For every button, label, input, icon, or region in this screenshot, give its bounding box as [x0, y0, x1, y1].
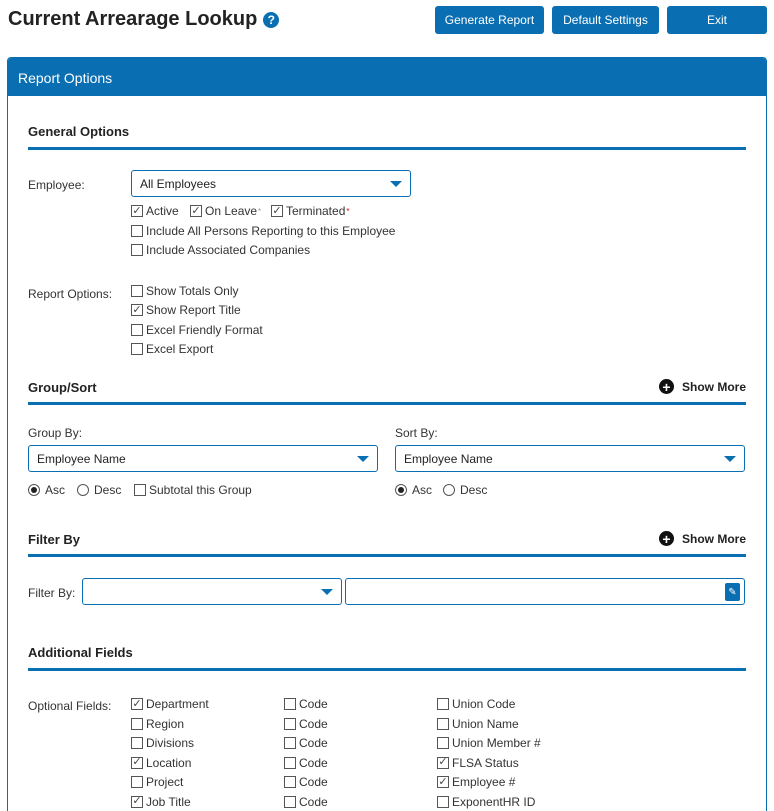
checkbox-checked[interactable]: ✓ — [132, 756, 142, 768]
checkbox-label: Department — [146, 697, 209, 711]
checkbox-label: Excel Export — [146, 341, 214, 356]
edit-document-icon[interactable]: ✎ — [725, 583, 740, 601]
checkbox-label: Union Name — [452, 716, 519, 731]
section-divider — [28, 402, 746, 405]
checkbox-label: Code — [299, 716, 328, 731]
checkbox-box[interactable] — [131, 244, 143, 256]
group-by-select[interactable] — [28, 445, 378, 472]
checkbox-box[interactable] — [437, 737, 449, 749]
optional-field-checkbox[interactable] — [131, 697, 209, 711]
report-option-checkbox[interactable] — [131, 342, 213, 356]
optional-field-checkbox[interactable] — [437, 795, 535, 809]
chevron-down-icon — [357, 456, 369, 462]
checkbox-checked[interactable]: ✓ — [132, 303, 142, 316]
optional-field-checkbox[interactable] — [437, 736, 541, 750]
checkbox-box[interactable] — [437, 698, 449, 710]
checkbox-label: Excel Friendly Format — [146, 322, 263, 337]
optional-field-checkbox[interactable] — [284, 756, 328, 770]
group-by-value: Employee Name — [37, 452, 126, 466]
optional-field-checkbox[interactable] — [284, 697, 328, 711]
chevron-down-icon — [724, 456, 736, 462]
status-checkbox-active[interactable] — [131, 204, 179, 218]
optional-field-checkbox[interactable] — [284, 736, 328, 750]
radio-label: Desc — [94, 483, 122, 497]
checkbox-checked[interactable]: ✓ — [438, 775, 448, 788]
checkbox-label: Active — [146, 204, 179, 218]
additional-fields-title: Additional Fields — [28, 645, 133, 660]
checkbox-label: On Leave — [205, 204, 258, 218]
checkbox-box[interactable] — [284, 757, 296, 769]
generate-report-button[interactable]: Generate Report — [435, 6, 544, 34]
radio-button[interactable] — [395, 484, 407, 496]
filter-value-input[interactable] — [345, 578, 745, 605]
checkbox-label: Include All Persons Reporting to this Employee — [146, 224, 396, 238]
checkbox-label: Employee # — [452, 775, 516, 789]
show-more-label: Show More — [681, 379, 746, 394]
report-option-checkbox[interactable] — [131, 323, 263, 337]
page-title — [8, 8, 279, 31]
report-option-checkbox[interactable] — [131, 284, 239, 298]
sort-by-select[interactable] — [395, 445, 745, 472]
section-divider — [28, 668, 746, 671]
checkbox-label: Location — [146, 755, 192, 770]
checkbox-label: ExponentHR ID — [452, 794, 536, 809]
help-icon[interactable]: ? — [263, 12, 279, 28]
filter-by-label: Filter By: — [28, 586, 76, 600]
optional-fields-label: Optional Fields: — [28, 699, 112, 713]
report-options-label: Report Options: — [28, 287, 113, 301]
checkbox-label: FLSA Status — [452, 755, 519, 770]
report-option-checkbox[interactable] — [131, 303, 241, 317]
required-asterisk: * — [258, 206, 262, 216]
checkbox-checked[interactable]: ✓ — [132, 204, 142, 217]
checkbox-box[interactable] — [437, 718, 449, 730]
checkbox-box[interactable] — [131, 737, 143, 749]
checkbox-box[interactable] — [284, 718, 296, 730]
include-companies-checkbox[interactable] — [131, 243, 310, 257]
sort-by-value: Employee Name — [404, 452, 493, 466]
checkbox-box[interactable] — [131, 343, 143, 355]
checkbox-checked[interactable]: ✓ — [438, 756, 448, 768]
checkbox-box[interactable] — [131, 718, 143, 730]
section-divider — [28, 147, 746, 150]
chevron-down-icon — [321, 589, 333, 595]
optional-field-checkbox[interactable] — [131, 736, 194, 750]
checkbox-box[interactable] — [284, 737, 296, 749]
checkbox-box[interactable] — [131, 285, 143, 297]
radio-button[interactable] — [28, 484, 40, 496]
checkbox-label: Code — [299, 697, 328, 711]
radio-label: Desc — [460, 483, 488, 497]
optional-field-checkbox[interactable] — [437, 756, 519, 770]
optional-field-checkbox[interactable] — [284, 795, 328, 809]
plus-circle-icon: + — [659, 379, 674, 394]
show-more-label: Show More — [681, 531, 746, 546]
checkbox-label: Subtotal this Group — [149, 483, 252, 497]
optional-field-checkbox[interactable] — [437, 775, 515, 789]
report-options-panel — [7, 57, 767, 811]
employee-select[interactable] — [131, 170, 411, 197]
optional-field-checkbox[interactable] — [437, 717, 519, 731]
checkbox-label: Project — [146, 775, 184, 789]
filter-by-title: Filter By — [28, 532, 81, 547]
chevron-down-icon — [390, 181, 402, 187]
checkbox-label: Terminated — [286, 204, 346, 218]
radio-button[interactable] — [77, 484, 89, 496]
checkbox-label: Code — [299, 775, 328, 789]
checkbox-box[interactable] — [131, 225, 143, 237]
checkbox-checked[interactable]: ✓ — [132, 697, 142, 710]
checkbox-label: Divisions — [146, 736, 195, 750]
checkbox-label: Code — [299, 736, 328, 750]
general-options-title: General Options — [28, 124, 130, 139]
status-checkbox-on-leave[interactable] — [190, 204, 261, 218]
required-asterisk: * — [346, 206, 350, 216]
optional-field-checkbox[interactable] — [131, 756, 191, 770]
include-reporting-checkbox[interactable] — [131, 224, 395, 238]
checkbox-checked[interactable]: ✓ — [191, 204, 201, 217]
checkbox-label: Region — [146, 716, 185, 731]
optional-field-checkbox[interactable] — [284, 775, 328, 789]
checkbox-label: Include Associated Companies — [146, 243, 311, 257]
checkbox-checked[interactable]: ✓ — [272, 204, 282, 217]
checkbox-box[interactable] — [131, 776, 143, 788]
checkbox-label: Union Member # — [452, 736, 541, 750]
employee-select-value: All Employees — [140, 177, 217, 191]
plus-circle-icon: + — [659, 531, 674, 546]
panel-header: Report Options — [8, 58, 766, 96]
default-settings-button[interactable]: Default Settings — [552, 6, 659, 34]
optional-field-checkbox[interactable] — [437, 697, 515, 711]
group-by-label: Group By: — [28, 426, 83, 440]
group-sort-show-more[interactable] — [659, 379, 746, 394]
optional-field-checkbox[interactable] — [131, 717, 184, 731]
sort-desc-radio[interactable] — [443, 483, 487, 497]
checkbox-box[interactable] — [437, 796, 449, 808]
filter-show-more[interactable] — [659, 531, 746, 546]
page-title-text: Current Arrearage Lookup — [8, 8, 258, 30]
checkbox-checked[interactable]: ✓ — [132, 795, 142, 807]
checkbox-label: Job Title — [146, 794, 191, 809]
optional-field-checkbox[interactable] — [131, 775, 183, 789]
checkbox-label: Show Totals Only — [146, 284, 239, 298]
exit-button[interactable]: Exit — [667, 6, 767, 34]
checkbox-box[interactable] — [134, 484, 146, 496]
checkbox-label: Code — [299, 755, 328, 770]
employee-label: Employee: — [28, 178, 85, 192]
radio-label: Asc — [412, 483, 433, 497]
radio-label: Asc — [45, 483, 66, 497]
sort-by-label: Sort By: — [395, 426, 438, 440]
optional-field-checkbox[interactable] — [131, 795, 191, 809]
checkbox-box[interactable] — [284, 698, 296, 710]
optional-field-checkbox[interactable] — [284, 717, 328, 731]
checkbox-box[interactable] — [131, 324, 143, 336]
group-desc-radio[interactable] — [77, 483, 121, 497]
radio-button[interactable] — [443, 484, 455, 496]
checkbox-box[interactable] — [284, 796, 296, 808]
sort-asc-radio[interactable] — [395, 483, 432, 497]
checkbox-label: Code — [299, 794, 328, 809]
checkbox-label: Show Report Title — [146, 303, 241, 318]
group-sort-title: Group/Sort — [28, 380, 97, 395]
filter-field-select[interactable] — [82, 578, 342, 605]
subtotal-group-checkbox[interactable] — [134, 483, 252, 497]
checkbox-label: Union Code — [452, 697, 516, 711]
status-checkbox-terminated[interactable] — [271, 204, 350, 218]
checkbox-box[interactable] — [284, 776, 296, 788]
group-asc-radio[interactable] — [28, 483, 65, 497]
section-divider — [28, 554, 746, 557]
